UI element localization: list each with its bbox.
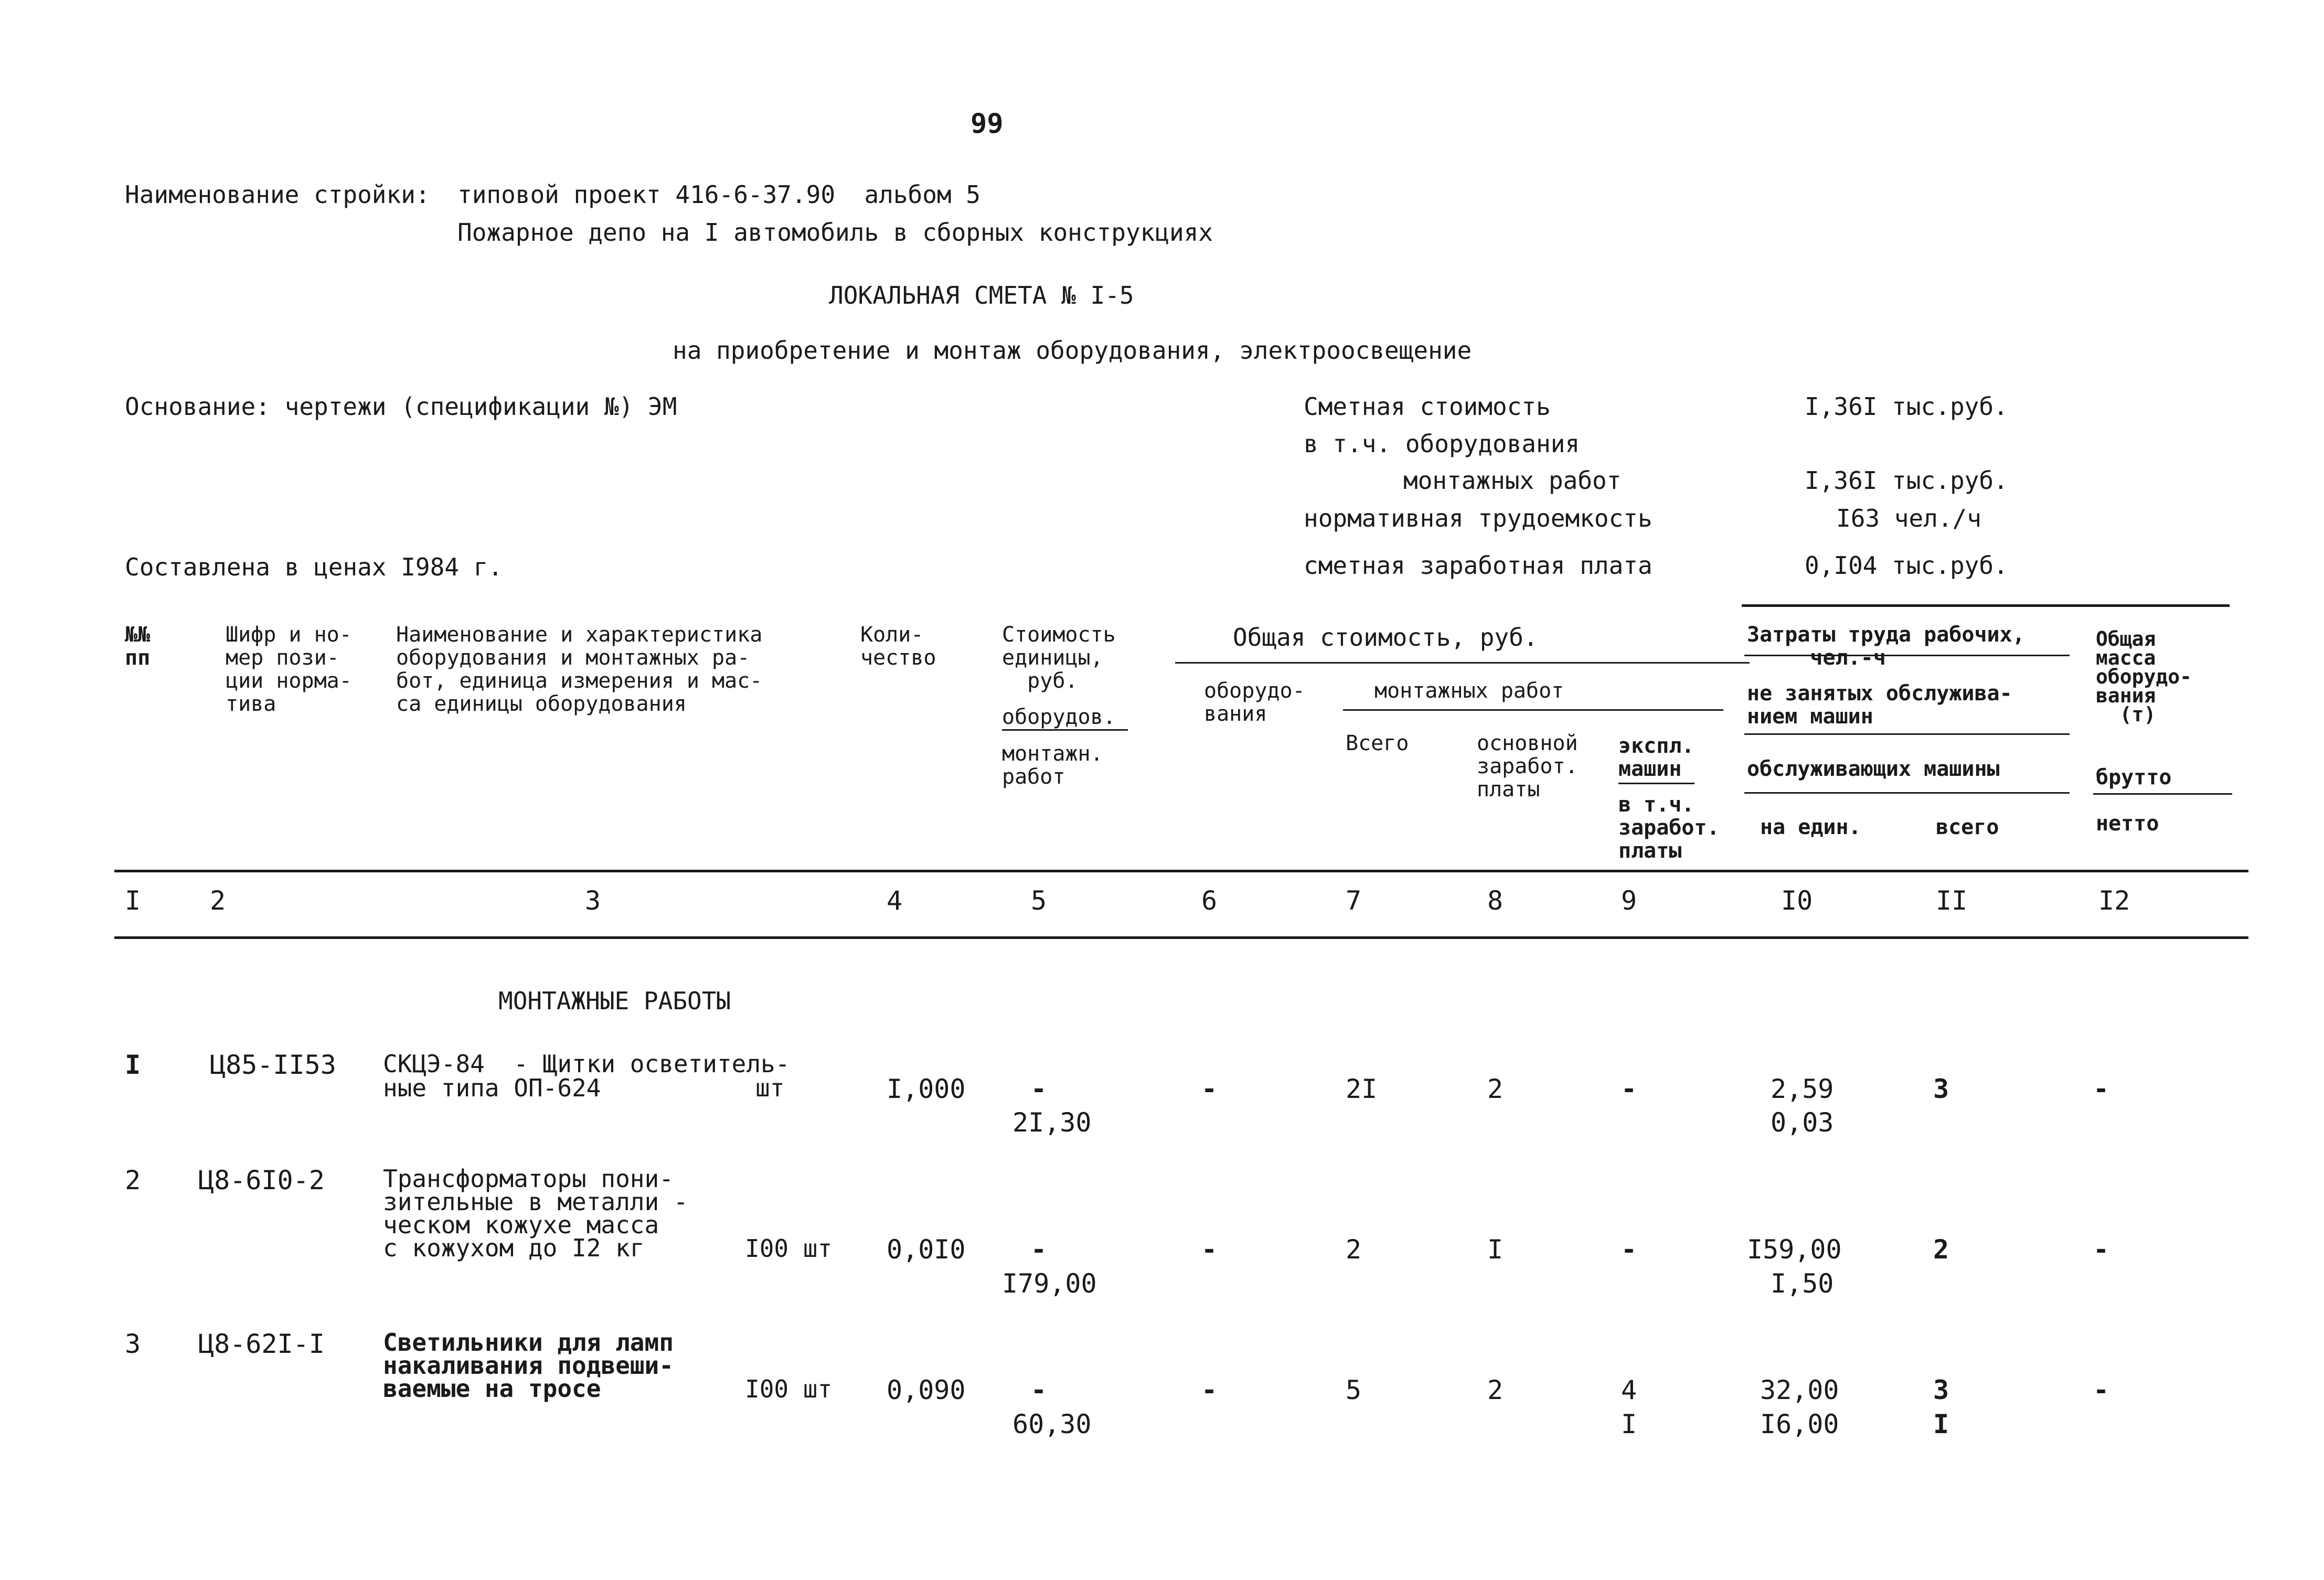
row-labor-per-unit-machines: 0,03 [1771, 1107, 1834, 1138]
column-number: I0 [1781, 885, 1813, 916]
row-mass: - [2093, 1234, 2109, 1265]
header-col-9c: в т.ч. заработ. платы [1618, 793, 1720, 863]
cost-value: I,36I тыс.руб. [1805, 392, 2008, 421]
install-group-rule [1343, 709, 1723, 711]
labor-serv-rule [1744, 792, 2070, 794]
row-labor-total: 3 [1933, 1375, 1949, 1405]
header-col-12a: Общая масса оборудо- вания (т) [2096, 627, 2192, 726]
mass-rule [2093, 793, 2232, 795]
header-labor-group: Затраты труда рабочих, чел.-ч [1747, 623, 2025, 670]
row-labor-total: 2 [1933, 1234, 1949, 1265]
row-install-total: 5 [1346, 1375, 1362, 1405]
row-unit-cost-equipment: - [1031, 1234, 1047, 1265]
equip-cost-underline [1002, 729, 1128, 731]
column-numbers-rule [114, 936, 2248, 939]
row-labor-per-unit: I59,00 [1747, 1234, 1842, 1265]
row-number: 3 [125, 1329, 141, 1359]
row-code: Ц8-62I-I [198, 1329, 325, 1359]
header-col-11: всего [1936, 815, 1999, 839]
header-col-1: №№ пп [125, 623, 151, 670]
column-number: 5 [1031, 885, 1047, 916]
column-number: 7 [1346, 885, 1362, 916]
column-number: I2 [2098, 885, 2130, 916]
row-number: I [125, 1050, 141, 1080]
row-install-total: 2 [1346, 1234, 1362, 1265]
row-labor-per-unit-machines: I,50 [1771, 1268, 1834, 1299]
row-unit-cost-equipment: - [1031, 1074, 1047, 1104]
row-description: СКЦЭ-84 - Щитки осветитель- ные типа ОП-624 [383, 1050, 790, 1102]
header-col-5a: Стоимость единицы, руб. [1002, 623, 1116, 693]
header-col-9a: экспл. [1618, 734, 1694, 758]
row-quantity: 0,0I0 [887, 1234, 966, 1265]
row-code: Ц85-II53 [210, 1050, 336, 1080]
row-base-wage: 2 [1487, 1375, 1504, 1405]
header-col-7: Всего [1346, 731, 1409, 755]
column-number: 2 [210, 885, 226, 916]
row-total-equipment: - [1201, 1074, 1218, 1104]
header-col-5c: монтажн. работ [1002, 742, 1103, 789]
row-labor-per-unit: 2,59 [1771, 1074, 1834, 1104]
row-labor-per-unit-machines: I6,00 [1760, 1409, 1839, 1439]
header-total-cost: Общая стоимость, руб. [1233, 623, 1538, 652]
total-cost-rule [1175, 662, 1750, 664]
row-machines: - [1621, 1074, 1637, 1104]
header-install-group: монтажных работ [1374, 679, 1564, 703]
estimate-subtitle: на приобретение и монтаж оборудования, электроосвещение [673, 336, 1472, 365]
header-col-3: Наименование и характеристика оборудования и монтажных ра- бот, единица измерения и мас- са единицы оборудования [396, 623, 763, 716]
wage-value: 0,I04 тыс.руб. [1805, 551, 2008, 580]
header-bottom-rule [114, 870, 2248, 872]
install-value: I,36I тыс.руб. [1805, 466, 2008, 495]
row-base-wage: 2 [1487, 1074, 1504, 1104]
section-title: МОНТАЖНЫЕ РАБОТЫ [498, 987, 731, 1015]
header-col-12b: брутто [2096, 765, 2172, 789]
row-mass: - [2093, 1375, 2109, 1405]
page-number: 99 [971, 108, 1004, 140]
row-quantity: I,000 [887, 1074, 966, 1104]
labor-value: I63 чел./ч [1836, 504, 1981, 532]
header-col-2: Шифр и но- мер пози- ции норма- тива [226, 623, 352, 716]
site-label: Наименование стройки: [125, 180, 430, 209]
column-number: I [125, 885, 141, 916]
header-labor-serv: обслуживающих машины [1747, 757, 2000, 781]
header-col-6: оборудо- вания [1204, 679, 1305, 726]
row-labor-per-unit: 32,00 [1760, 1375, 1839, 1405]
row-unit-cost-install: 60,30 [1012, 1409, 1092, 1439]
equipment-label: в т.ч. оборудования [1304, 430, 1580, 458]
row-mass: - [2093, 1074, 2109, 1104]
column-number: 9 [1621, 885, 1637, 916]
site-line-2: Пожарное депо на I автомобиль в сборных конструкциях [457, 218, 1213, 247]
row-labor-total-machines: I [1933, 1409, 1949, 1439]
row-base-wage: I [1487, 1234, 1504, 1265]
labor-label: нормативная трудоемкость [1304, 504, 1653, 532]
row-install-total: 2I [1346, 1074, 1378, 1104]
header-col-12c: нетто [2096, 812, 2159, 836]
row-quantity: 0,090 [887, 1375, 966, 1405]
site-line-1: типовой проект 416-6-37.90 альбом 5 [457, 180, 980, 209]
header-col-5b: оборудов. [1002, 705, 1116, 729]
row-unit-cost-install: I79,00 [1002, 1268, 1097, 1299]
wage-label: сметная заработная плата [1304, 551, 1653, 580]
row-unit: I00 шт [745, 1375, 833, 1403]
header-col-10: на един. [1760, 815, 1861, 839]
install-label: монтажных работ [1403, 466, 1622, 495]
row-total-equipment: - [1201, 1234, 1218, 1265]
labor-not-rule [1744, 733, 2070, 735]
row-number: 2 [125, 1165, 141, 1195]
column-number: 6 [1201, 885, 1218, 916]
cost-label: Сметная стоимость [1304, 392, 1551, 421]
row-total-equipment: - [1201, 1375, 1218, 1405]
row-unit-cost-install: 2I,30 [1012, 1107, 1092, 1138]
row-machines: - [1621, 1234, 1637, 1265]
estimate-title: ЛОКАЛЬНАЯ СМЕТА № I-5 [829, 281, 1134, 309]
column-number: 4 [887, 885, 903, 916]
row-unit-cost-equipment: - [1031, 1375, 1047, 1405]
row-unit: шт [755, 1074, 785, 1102]
machines-underline [1618, 783, 1694, 784]
header-col-8: основной заработ. платы [1477, 731, 1578, 802]
row-machines: 4 [1621, 1375, 1637, 1405]
header-top-rule [1742, 604, 2230, 607]
row-description: Светильники для ламп накаливания подвеши- ваемые на тросе [383, 1328, 674, 1403]
column-number: 3 [585, 885, 601, 916]
column-number: 8 [1487, 885, 1504, 916]
row-labor-total: 3 [1933, 1074, 1949, 1104]
basis-text: Основание: чертежи (спецификации №) ЭМ [125, 392, 677, 421]
header-col-4: Коли- чество [860, 623, 936, 670]
header-labor-not: не занятых обслужива- нием машин [1747, 681, 2012, 729]
row-description: Трансформаторы пони- зительные в металли - ческом кожухе масса с кожухом до I2 кг [383, 1165, 688, 1262]
row-unit: I00 шт [745, 1234, 833, 1263]
column-number: II [1936, 885, 1968, 916]
price-level-text: Составлена в ценах I984 г. [125, 553, 503, 581]
row-code: Ц8-6I0-2 [198, 1165, 325, 1195]
row-machines-wage: I [1621, 1409, 1637, 1439]
header-col-9b: машин [1618, 757, 1682, 781]
